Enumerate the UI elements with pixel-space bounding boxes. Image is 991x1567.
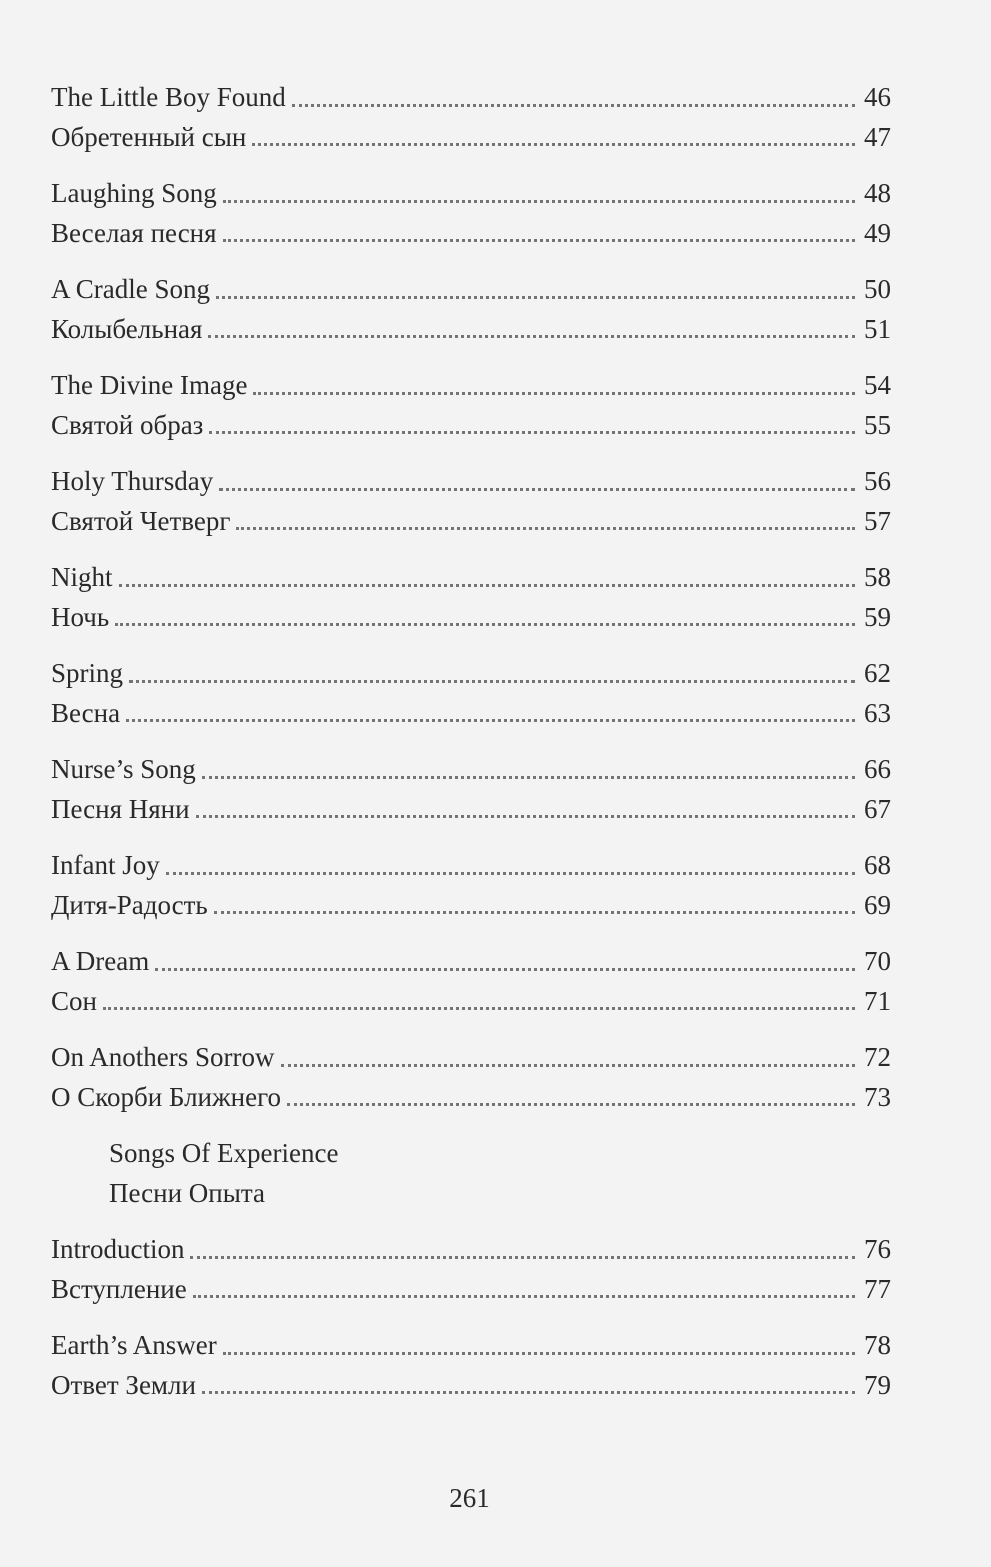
toc-entry[interactable] <box>51 1270 891 1310</box>
entry-page-number: 54 <box>864 370 891 400</box>
entry-title: Laughing Song <box>51 178 217 208</box>
toc-group <box>51 1038 891 1117</box>
entry-page-number: 59 <box>864 601 891 632</box>
dot-leader <box>115 622 855 626</box>
toc-entry[interactable] <box>51 406 891 446</box>
toc-group <box>51 174 891 253</box>
dot-leader <box>252 142 855 146</box>
toc-group <box>51 846 891 925</box>
dot-leader <box>219 487 855 491</box>
entry-title: Infant Joy <box>51 850 160 880</box>
entry-title: Песня Няни <box>51 793 190 824</box>
dot-leader <box>214 910 855 914</box>
dot-leader <box>287 1102 855 1106</box>
table-of-contents <box>51 78 891 1422</box>
entry-title: Introduction <box>51 1234 185 1264</box>
entry-title: On Anothers Sorrow <box>51 1042 275 1072</box>
entry-page-number: 69 <box>864 889 891 920</box>
entry-title: Nurse’s Song <box>51 754 196 784</box>
toc-group <box>51 462 891 541</box>
toc-entry[interactable] <box>51 790 891 830</box>
entry-page-number: 47 <box>864 121 891 152</box>
toc-entry[interactable] <box>51 982 891 1022</box>
entry-title: Веселая песня <box>51 217 217 248</box>
toc-group <box>51 942 891 1021</box>
entry-page-number: 56 <box>864 466 891 496</box>
dot-leader <box>202 1390 855 1394</box>
entry-title: Обретенный сын <box>51 121 247 152</box>
dot-leader <box>190 1255 855 1259</box>
entry-page-number: 67 <box>864 793 891 824</box>
dot-leader <box>223 199 855 203</box>
entry-title: Весна <box>51 697 121 728</box>
toc-entry[interactable] <box>51 846 891 886</box>
entry-title: Святой Четверг <box>51 505 231 536</box>
dot-leader <box>253 391 855 395</box>
toc-entry[interactable] <box>51 750 891 790</box>
toc-entry[interactable] <box>51 654 891 694</box>
toc-entry[interactable] <box>51 118 891 158</box>
section-title-en: Songs Of Experience <box>109 1138 339 1168</box>
toc-entry[interactable] <box>51 310 891 350</box>
toc-entry[interactable] <box>51 1230 891 1270</box>
entry-title: Holy Thursday <box>51 466 214 496</box>
entry-title: Ночь <box>51 601 110 632</box>
toc-entry[interactable] <box>51 270 891 310</box>
dot-leader <box>166 871 855 875</box>
toc-entry[interactable] <box>51 214 891 254</box>
dot-leader <box>155 967 855 971</box>
entry-page-number: 79 <box>864 1369 891 1400</box>
entry-page-number: 55 <box>864 409 891 440</box>
toc-entry[interactable] <box>51 1366 891 1406</box>
entry-page-number: 46 <box>864 82 891 112</box>
dot-leader <box>196 814 855 818</box>
dot-leader <box>103 1006 855 1010</box>
page-number: 261 <box>449 1483 490 1513</box>
entry-title: Вступление <box>51 1273 187 1304</box>
toc-entry[interactable] <box>51 1078 891 1118</box>
entry-page-number: 66 <box>864 754 891 784</box>
entry-title: О Скорби Ближнего <box>51 1081 282 1112</box>
toc-group <box>51 1230 891 1309</box>
toc-entry[interactable] <box>51 78 891 118</box>
entry-page-number: 50 <box>864 274 891 304</box>
entry-title: The Little Boy Found <box>51 82 286 112</box>
dot-leader <box>119 583 855 587</box>
dot-leader <box>129 679 855 683</box>
dot-leader <box>126 718 855 722</box>
entry-title: Spring <box>51 658 124 688</box>
toc-entry[interactable] <box>51 558 891 598</box>
toc-group <box>51 78 891 157</box>
dot-leader <box>216 295 855 299</box>
entry-title: A Dream <box>51 946 150 976</box>
entry-title: Колыбельная <box>51 313 203 344</box>
toc-entry[interactable] <box>51 598 891 638</box>
toc-entry[interactable] <box>51 694 891 734</box>
toc-entry[interactable] <box>51 366 891 406</box>
entry-page-number: 72 <box>864 1042 891 1072</box>
entry-title: The Divine Image <box>51 370 248 400</box>
toc-entry[interactable] <box>51 462 891 502</box>
entry-title: Earth’s Answer <box>51 1330 217 1360</box>
entry-page-number: 57 <box>864 505 891 536</box>
entry-page-number: 76 <box>864 1234 891 1264</box>
toc-group <box>51 654 891 733</box>
dot-leader <box>208 334 855 338</box>
section-title-ru: Песни Опыта <box>109 1177 265 1208</box>
entry-title: Ответ Земли <box>51 1369 196 1400</box>
dot-leader <box>223 238 855 242</box>
entry-page-number: 78 <box>864 1330 891 1360</box>
toc-group <box>51 366 891 445</box>
toc-group <box>51 750 891 829</box>
toc-group <box>51 558 891 637</box>
toc-entry[interactable] <box>51 502 891 542</box>
entry-title: Сон <box>51 985 97 1016</box>
dot-leader <box>202 775 855 779</box>
dot-leader <box>281 1063 856 1067</box>
entry-page-number: 68 <box>864 850 891 880</box>
toc-group <box>51 270 891 349</box>
section-heading <box>51 1134 891 1213</box>
toc-entry[interactable] <box>51 174 891 214</box>
toc-group <box>51 1326 891 1405</box>
entry-page-number: 73 <box>864 1081 891 1112</box>
dot-leader <box>292 103 855 107</box>
entry-page-number: 58 <box>864 562 891 592</box>
entry-title: Святой образ <box>51 409 204 440</box>
entry-page-number: 70 <box>864 946 891 976</box>
toc-entry[interactable] <box>51 1326 891 1366</box>
toc-entry[interactable] <box>51 1038 891 1078</box>
toc-entry[interactable] <box>51 942 891 982</box>
dot-leader <box>223 1351 855 1355</box>
entry-page-number: 48 <box>864 178 891 208</box>
toc-entry[interactable] <box>51 886 891 926</box>
entry-page-number: 77 <box>864 1273 891 1304</box>
entry-page-number: 49 <box>864 217 891 248</box>
entry-page-number: 71 <box>864 985 891 1016</box>
entry-page-number: 62 <box>864 658 891 688</box>
entry-page-number: 63 <box>864 697 891 728</box>
dot-leader <box>209 430 855 434</box>
entry-page-number: 51 <box>864 313 891 344</box>
entry-title: Дитя-Радость <box>51 889 208 920</box>
entry-title: A Cradle Song <box>51 274 210 304</box>
entry-title: Night <box>51 562 113 592</box>
dot-leader <box>236 526 855 530</box>
dot-leader <box>193 1294 855 1298</box>
